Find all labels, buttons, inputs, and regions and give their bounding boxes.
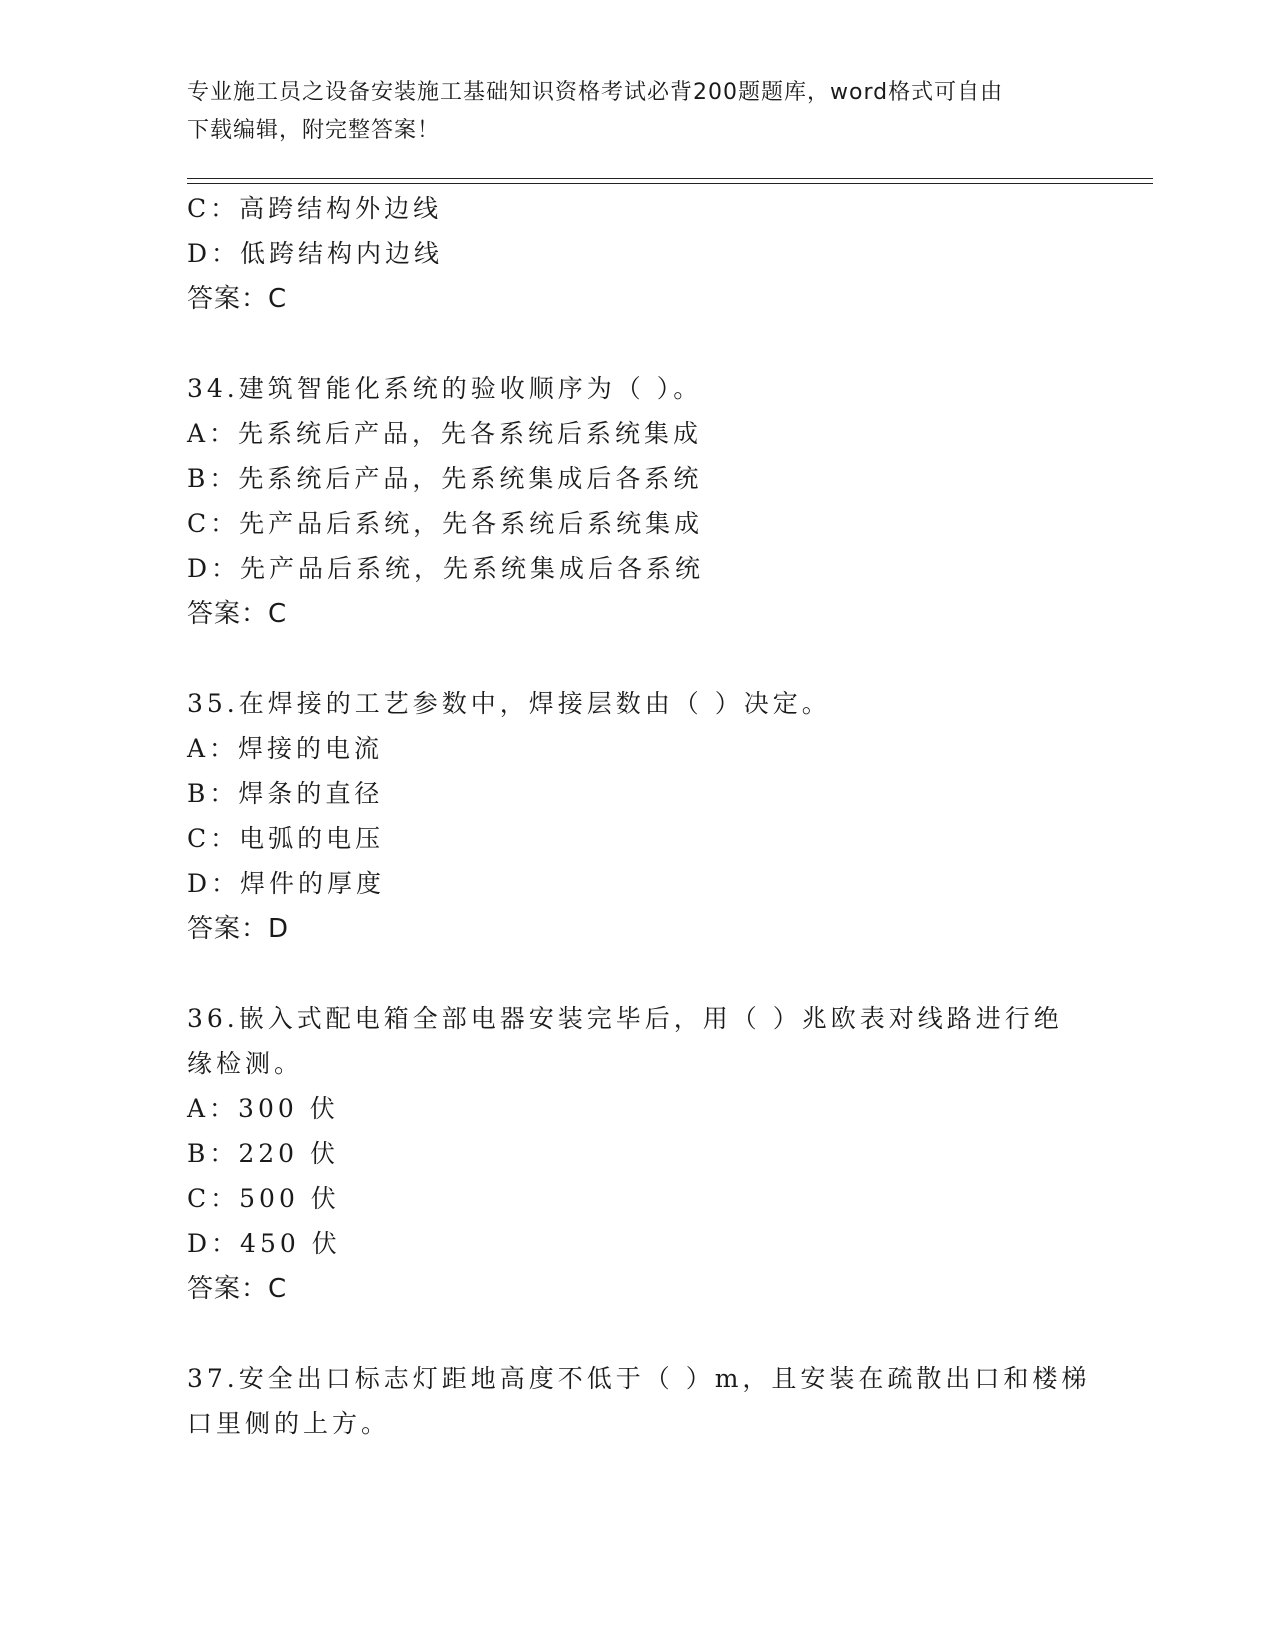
q35-option-c: C：电弧的电压 bbox=[187, 824, 385, 853]
q34-option-b: B：先系统后产品，先系统集成后各系统 bbox=[187, 464, 703, 493]
q34-answer: 答案：C bbox=[187, 599, 288, 629]
q35-option-a: A：焊接的电流 bbox=[187, 734, 384, 763]
q33-option-d: D：低跨结构内边线 bbox=[187, 239, 444, 268]
q36-option-d: D：450 伏 bbox=[187, 1229, 341, 1258]
q33-answer: 答案：C bbox=[187, 284, 288, 314]
q37-question-line-2: 口里侧的上方。 bbox=[187, 1409, 391, 1438]
header-line-2: 下载编辑，附完整答案！ bbox=[187, 118, 441, 143]
header-divider-bottom bbox=[187, 183, 1153, 184]
q36-question-line-1: 36.嵌入式配电箱全部电器安装完毕后，用（ ）兆欧表对线路进行绝 bbox=[187, 1004, 1063, 1033]
header-line-1: 专业施工员之设备安装施工基础知识资格考试必背200题题库，word格式可自由 bbox=[187, 80, 1004, 105]
q36-answer: 答案：C bbox=[187, 1274, 288, 1304]
document-header bbox=[187, 74, 1067, 150]
q36-question-line-2: 缘检测。 bbox=[187, 1049, 304, 1078]
q35-option-b: B：焊条的直径 bbox=[187, 779, 384, 808]
q34-option-c: C：先产品后系统，先各系统后系统集成 bbox=[187, 509, 704, 538]
q37-question-line-1: 37.安全出口标志灯距地高度不低于（ ）m，且安装在疏散出口和楼梯 bbox=[187, 1364, 1091, 1393]
q35-question: 35.在焊接的工艺参数中，焊接层数由（ ）决定。 bbox=[187, 689, 831, 718]
q33-option-c: C：高跨结构外边线 bbox=[187, 194, 443, 223]
q34-option-d: D：先产品后系统，先系统集成后各系统 bbox=[187, 554, 705, 583]
q36-option-c: C：500 伏 bbox=[187, 1184, 340, 1213]
q34-question: 34.建筑智能化系统的验收顺序为（ ）。 bbox=[187, 374, 703, 403]
q35-option-d: D：焊件的厚度 bbox=[187, 869, 386, 898]
q36-option-a: A：300 伏 bbox=[187, 1094, 339, 1123]
q34-option-a: A：先系统后产品，先各系统后系统集成 bbox=[187, 419, 703, 448]
header-divider-top bbox=[187, 178, 1153, 179]
q36-option-b: B：220 伏 bbox=[187, 1139, 340, 1168]
q35-answer: 答案：D bbox=[187, 914, 290, 944]
